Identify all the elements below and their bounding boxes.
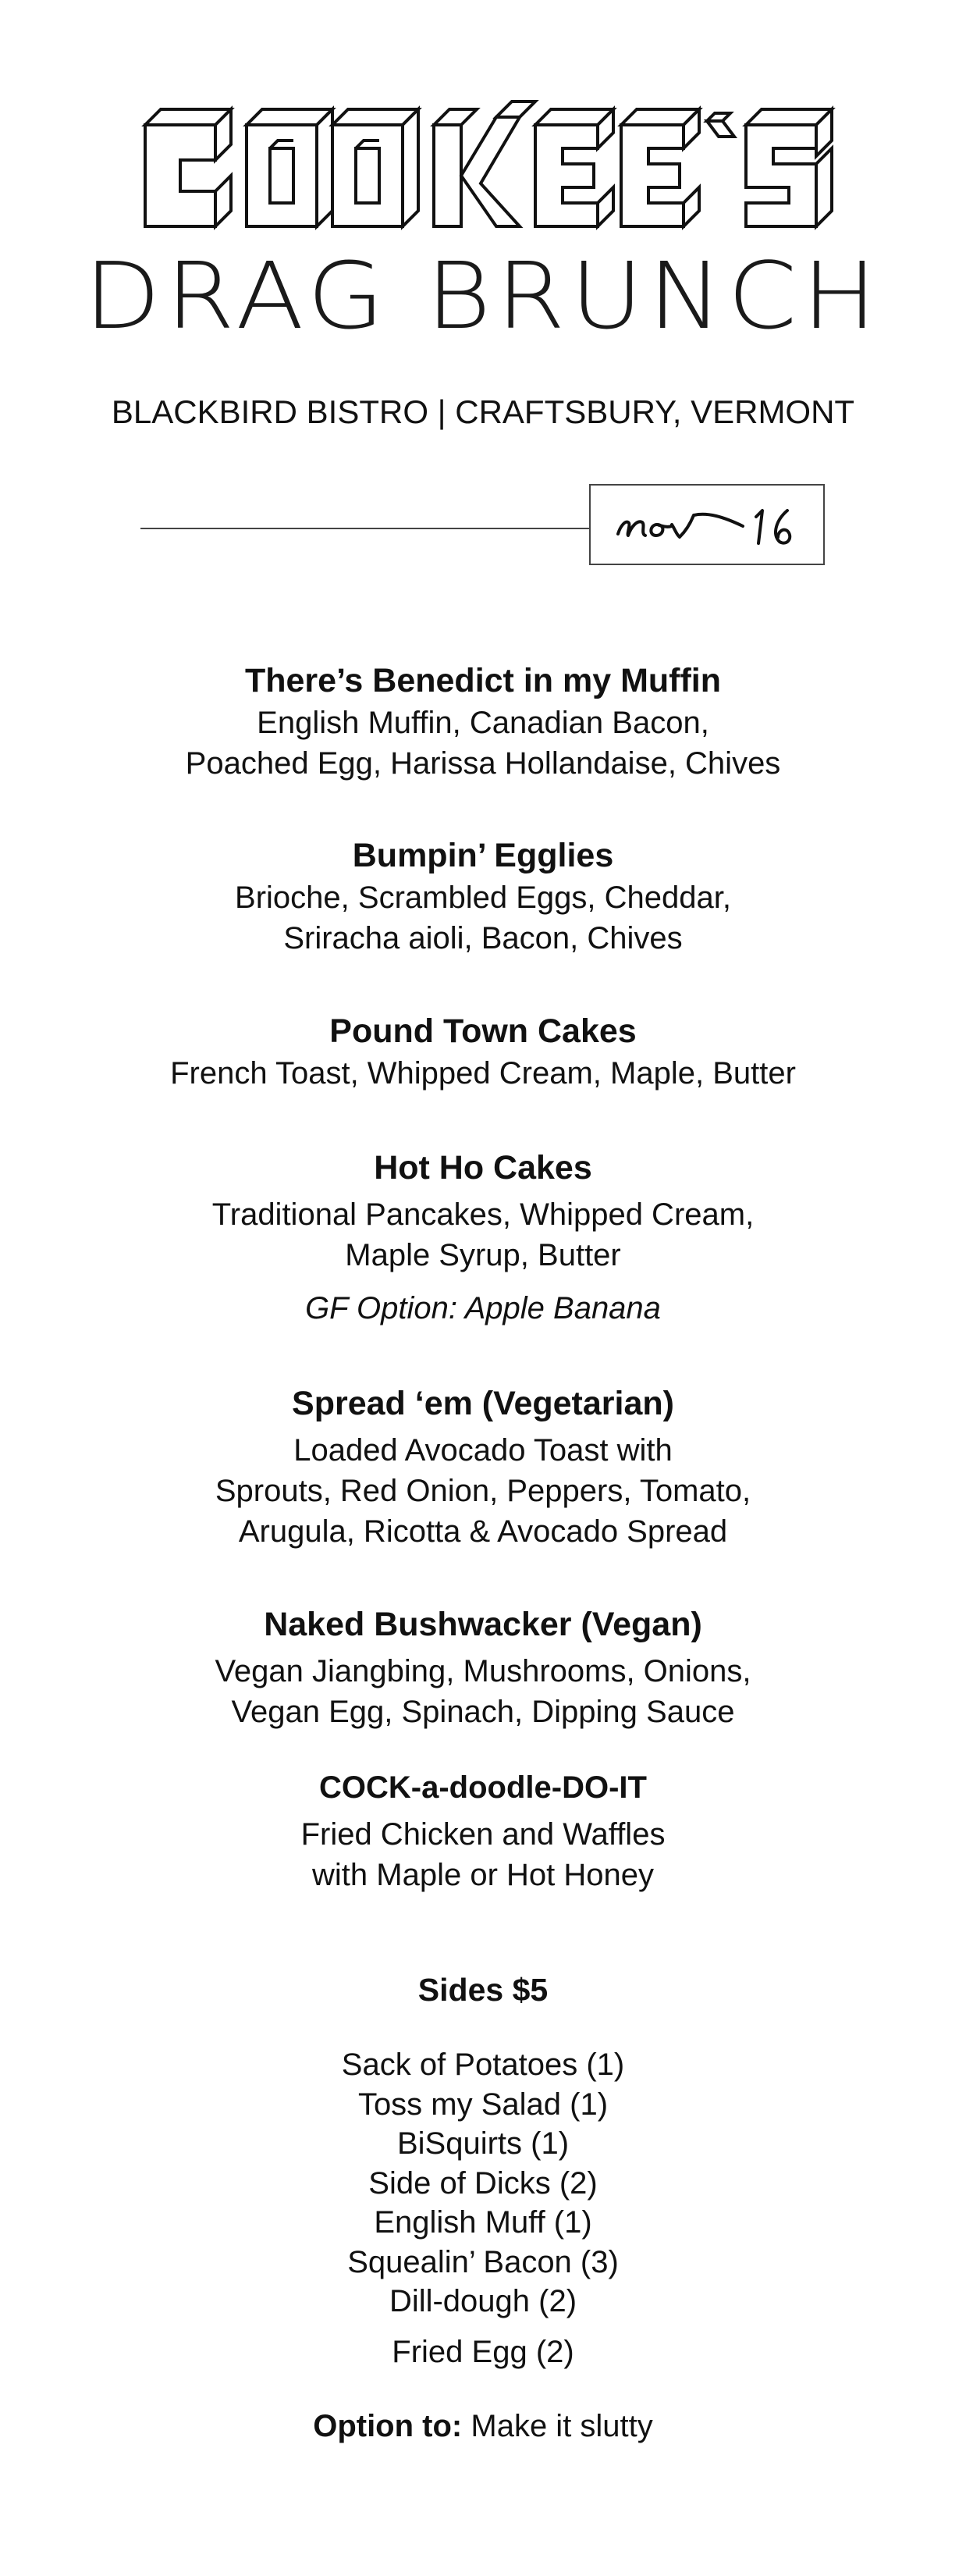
- menu-item: [0, 1603, 966, 1732]
- menu-item: [0, 1766, 966, 1895]
- menu-item-desc-line: Loaded Avocado Toast with: [293, 1433, 673, 1468]
- menu-item-desc-line: Poached Egg, Harissa Hollandaise, Chives: [185, 746, 781, 781]
- menu-item-desc-line: French Toast, Whipped Cream, Maple, Butter: [170, 1056, 796, 1091]
- sides-title: Sides $5: [417, 1972, 549, 2008]
- side-item: Squealin’ Bacon (3): [347, 2244, 619, 2279]
- date-handwriting: [591, 486, 823, 564]
- side-item: Fried Egg (2): [392, 2334, 574, 2369]
- side-item: Dill-dough (2): [389, 2284, 577, 2318]
- menu-item: [0, 659, 966, 784]
- menu-item-desc-line: English Muffin, Canadian Bacon,: [257, 706, 709, 740]
- menu-item-desc-line: with Maple or Hot Honey: [312, 1858, 654, 1892]
- menu-item-desc-line: Maple Syrup, Butter: [345, 1238, 621, 1272]
- menu-item-desc-line: Sriracha aioli, Bacon, Chives: [283, 921, 683, 955]
- side-item: English Muff (1): [374, 2205, 592, 2240]
- side-item: Toss my Salad (1): [357, 2087, 609, 2122]
- menu-item-title: Spread ‘em (Vegetarian): [292, 1385, 674, 1422]
- menu-item-desc-line: Sprouts, Red Onion, Peppers, Tomato,: [215, 1474, 751, 1508]
- menu-item-desc-line: Vegan Egg, Spinach, Dipping Sauce: [231, 1695, 735, 1729]
- option-text: Make it slutty: [471, 2409, 653, 2443]
- menu-item-title: There’s Benedict in my Muffin: [244, 662, 722, 699]
- menu-item-title: Pound Town Cakes: [329, 1012, 637, 1050]
- venue-location: BLACKBIRD BISTRO | CRAFTSBURY, VERMONT: [111, 393, 855, 430]
- menu-item: [0, 1009, 966, 1094]
- menu-item: [0, 834, 966, 959]
- cookees-logo: [0, 94, 966, 250]
- menu-item-note: GF Option: Apple Banana: [305, 1291, 661, 1325]
- sides-list: [0, 2045, 966, 2371]
- menu-item: [0, 1146, 966, 1329]
- menu-item-desc-line: Traditional Pancakes, Whipped Cream,: [211, 1197, 755, 1232]
- menu-item-title: Hot Ho Cakes: [374, 1149, 592, 1187]
- menu-item-title: Naked Bushwacker (Vegan): [264, 1606, 702, 1643]
- menu-item: [0, 1382, 966, 1552]
- menu-item-desc-line: Fried Chicken and Waffles: [300, 1817, 666, 1852]
- divider-line: [140, 528, 589, 529]
- side-item: Sack of Potatoes (1): [341, 2048, 625, 2082]
- menu-item-desc-line: Brioche, Scrambled Eggs, Cheddar,: [235, 881, 731, 915]
- option-line: [0, 2405, 966, 2447]
- date-box: [589, 484, 825, 565]
- side-item: BiSquirts (1): [396, 2126, 570, 2161]
- option-label: Option to:: [313, 2409, 463, 2443]
- menu-item-title: Bumpin’ Egglies: [352, 837, 614, 874]
- menu-item-desc-line: Arugula, Ricotta & Avocado Spread: [238, 1514, 728, 1549]
- menu-item-title: COCK-a-doodle-DO-IT: [319, 1770, 647, 1805]
- event-subtitle: DRAG BRUNCH: [83, 242, 883, 350]
- side-item: Side of Dicks (2): [368, 2165, 598, 2201]
- menu-item-desc-line: Vegan Jiangbing, Mushrooms, Onions,: [215, 1654, 751, 1688]
